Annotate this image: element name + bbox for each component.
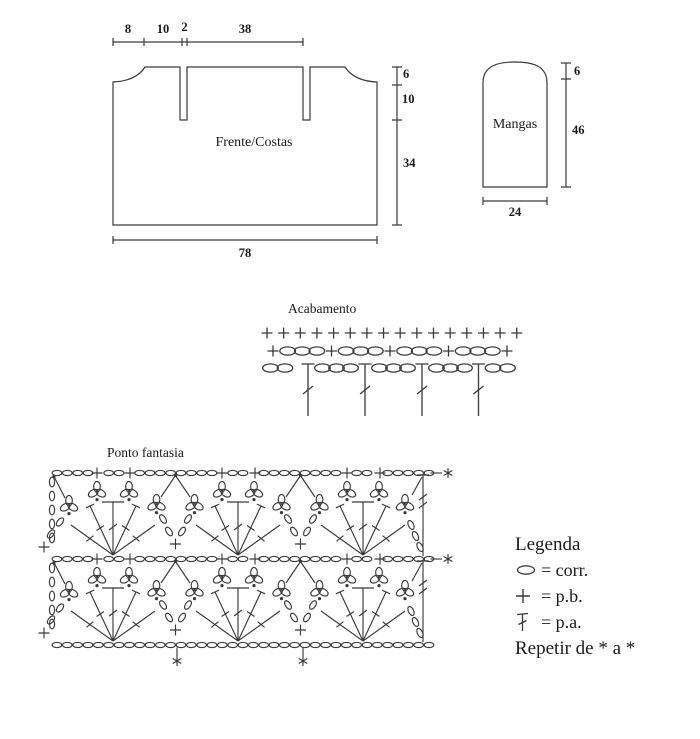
- front-back-bottom-ruler: [113, 236, 377, 244]
- legend-item-label: = corr.: [541, 559, 589, 580]
- legend-item-label: = p.b.: [541, 585, 583, 606]
- sleeve-measure-24: 24: [508, 205, 522, 219]
- measure-top-38: 38: [238, 22, 252, 36]
- legend-item-double-crochet: [515, 609, 695, 635]
- measure-right-34: 34: [403, 156, 416, 170]
- legend-item-single-crochet: [515, 583, 695, 609]
- sleeve-right-ruler: [561, 63, 571, 187]
- front-back-right-ruler: [392, 67, 402, 225]
- stitch-pattern-title: Ponto fantasia: [107, 445, 184, 460]
- chain-symbol-icon: [515, 564, 541, 576]
- legend-title: Legenda: [515, 534, 581, 555]
- sleeve-measure-6: 6: [574, 64, 581, 78]
- measure-right-10: 10: [402, 92, 415, 106]
- legend: [515, 533, 695, 662]
- legend-repeat-note: Repetir de * a *: [515, 638, 636, 659]
- measure-bottom-78: 78: [238, 246, 252, 260]
- edging-title: Acabamento: [288, 301, 357, 316]
- schematic-shapes: [113, 38, 571, 244]
- legend-item-label: = p.a.: [541, 611, 582, 632]
- stitch-pattern-chart: [39, 468, 453, 667]
- legend-item-chain: [515, 557, 695, 583]
- sleeve-label: Mangas: [492, 117, 538, 132]
- front-back-top-ruler: [113, 38, 303, 46]
- front-back-label: Frente/Costas: [215, 135, 293, 150]
- edging-chart: [262, 328, 523, 417]
- measure-right-6: 6: [403, 67, 410, 81]
- sleeve-bottom-ruler: [483, 197, 547, 205]
- sleeve-measure-46: 46: [572, 123, 585, 137]
- measure-top-2: 2: [181, 20, 188, 34]
- double-crochet-symbol-icon: [515, 611, 541, 633]
- measure-top-8: 8: [124, 22, 132, 36]
- measure-top-10: 10: [156, 22, 170, 36]
- single-crochet-symbol-icon: [515, 588, 541, 604]
